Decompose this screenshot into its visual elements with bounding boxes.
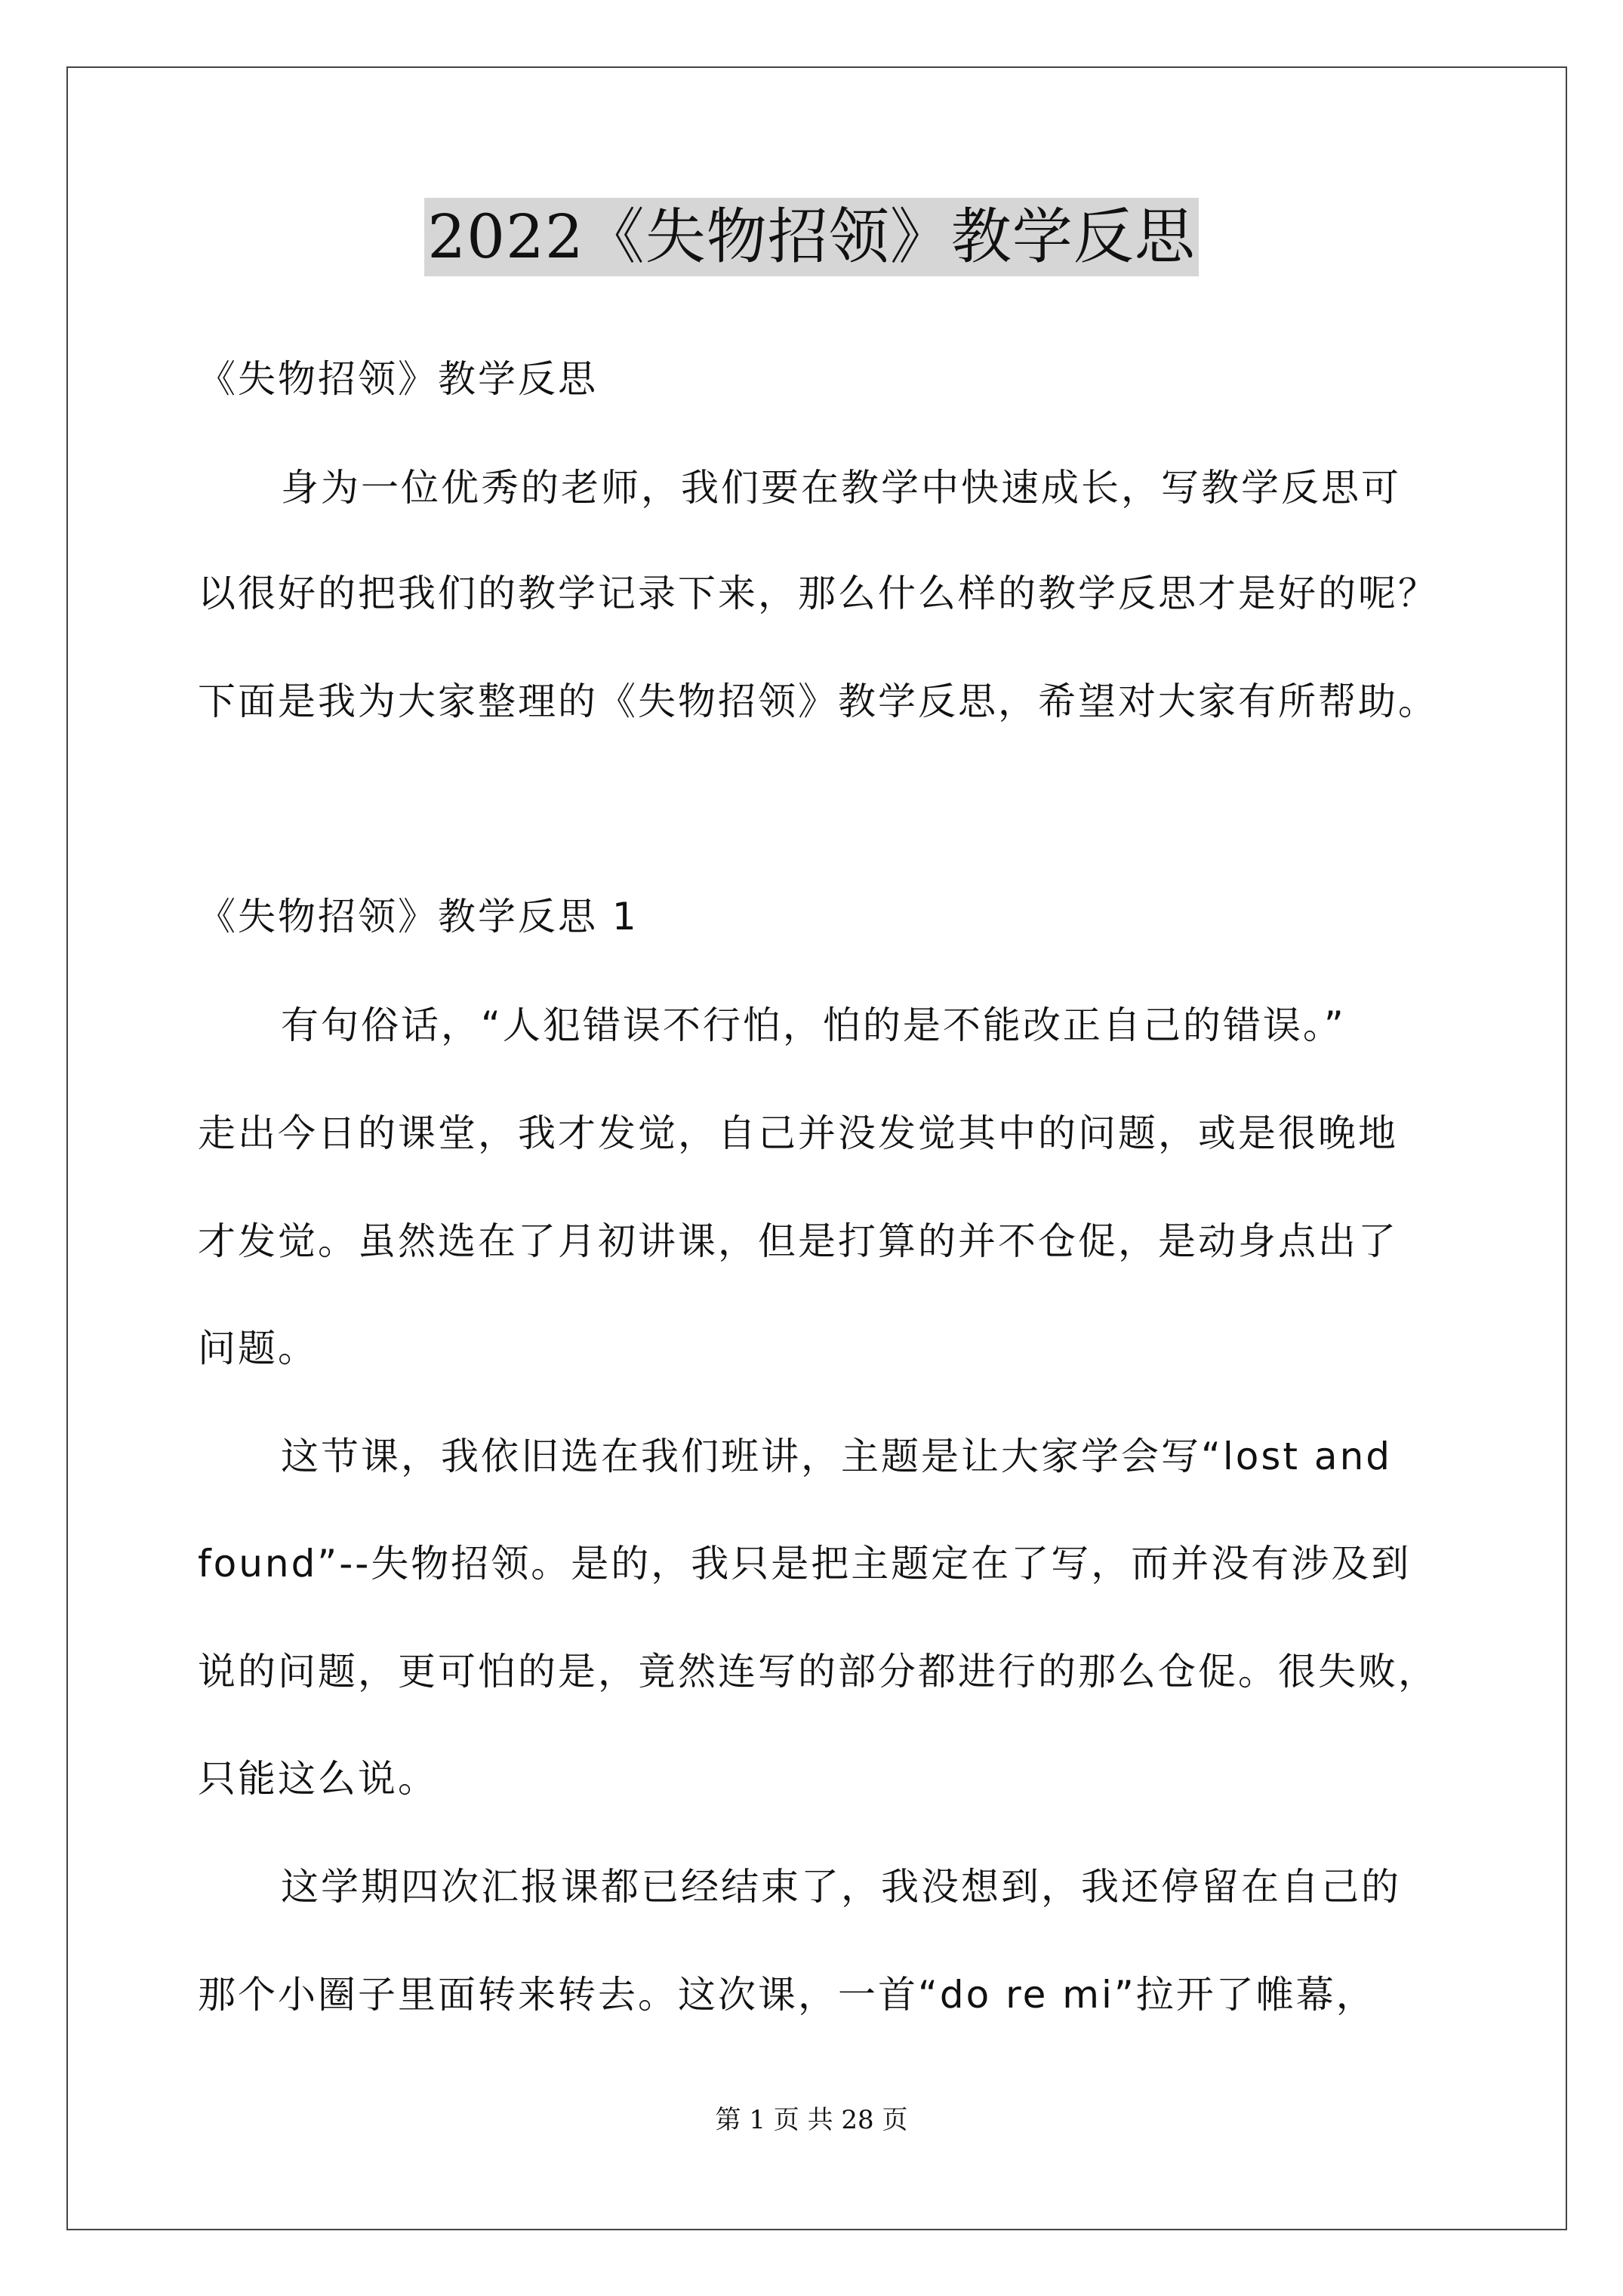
document-title: 2022《失物招领》教学反思 [424, 198, 1199, 276]
para1-line-3: 才发觉。虽然选在了月初讲课，但是打算的并不仓促，是动身点出了 [198, 1219, 1398, 1263]
intro-line-1: 身为一位优秀的老师，我们要在教学中快速成长，写教学反思可 [281, 466, 1401, 510]
para1-line-2: 走出今日的课堂，我才发觉，自己并没发觉其中的问题，或是很晚地 [198, 1111, 1398, 1155]
para3-line-1: 这学期四次汇报课都已经结束了，我没想到，我还停留在自己的 [281, 1865, 1401, 1909]
page-footer: 第 1 页 共 28 页 [715, 2105, 908, 2135]
subtitle: 《失物招领》教学反思 [198, 357, 598, 401]
para2-line-3: 说的问题，更可怕的是，竟然连写的部分都进行的那么仓促。很失败， [198, 1650, 1438, 1693]
title-container [0, 198, 1623, 276]
section-heading: 《失物招领》教学反思 1 [198, 895, 639, 938]
para3-line-2: 那个小圈子里面转来转去。这次课，一首“do re mi”拉开了帷幕， [198, 1973, 1376, 2017]
para2-line-4: 只能这么说。 [198, 1757, 438, 1801]
intro-line-3: 下面是我为大家整理的《失物招领》教学反思，希望对大家有所帮助。 [198, 680, 1438, 723]
para2-line-1: 这节课，我依旧选在我们班讲，主题是让大家学会写“lost and [281, 1435, 1392, 1478]
intro-line-2: 以很好的把我们的教学记录下来，那么什么样的教学反思才是好的呢？ [198, 572, 1438, 615]
para1-line-4: 问题。 [198, 1327, 318, 1370]
para1-line-1: 有句俗话，“人犯错误不行怕，怕的是不能改正自己的错误。” [281, 1003, 1346, 1047]
para2-line-2: found”--失物招领。是的，我只是把主题定在了写，而并没有涉及到 [198, 1542, 1412, 1586]
